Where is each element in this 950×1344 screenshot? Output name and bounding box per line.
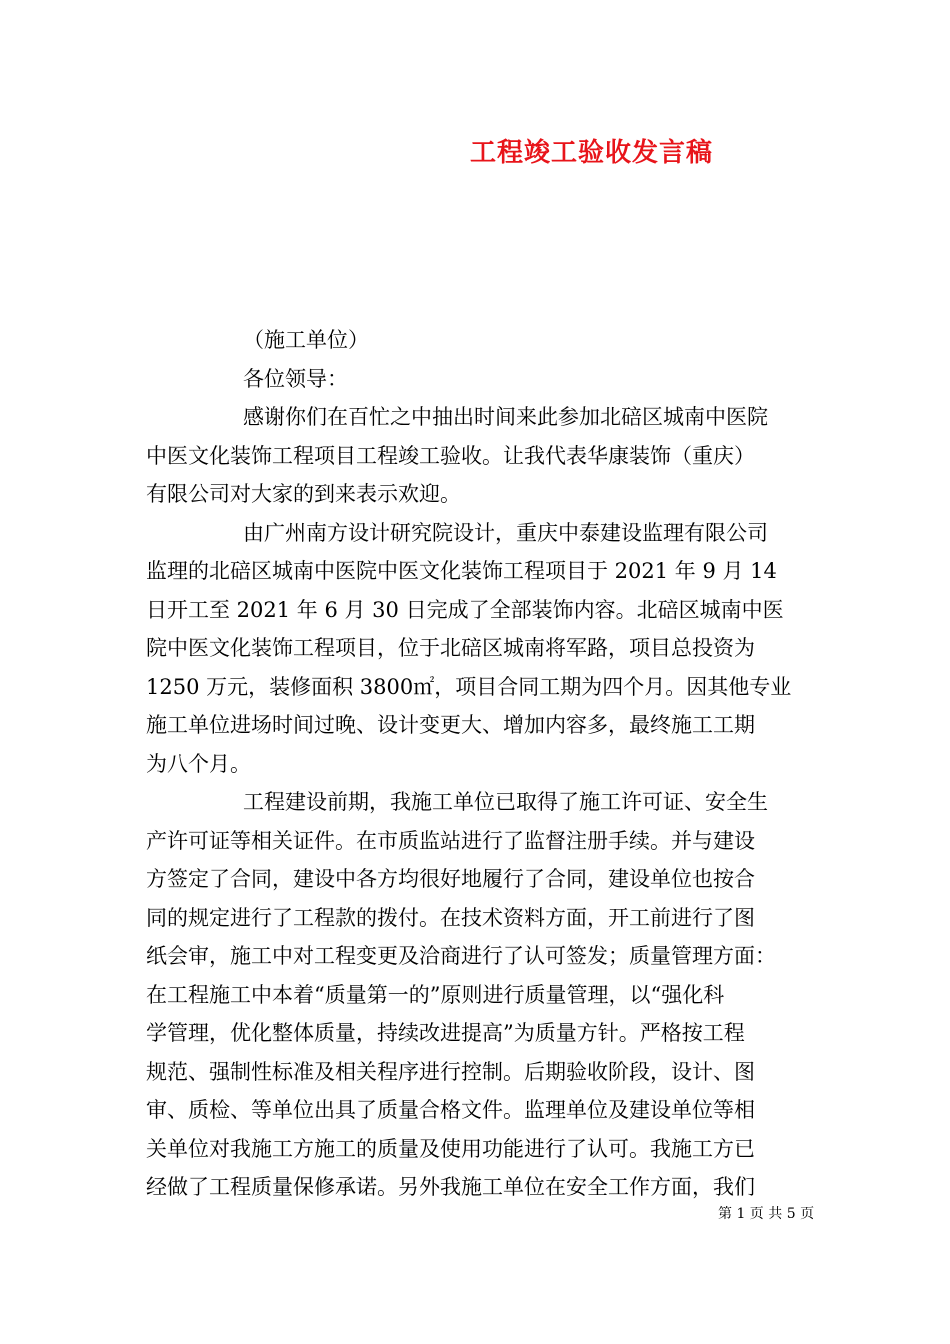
body-line: 关单位对我施工方施工的质量及使用功能进行了认可。我施工方已 <box>146 1136 755 1161</box>
body-line: 审、质检、等单位出具了质量合格文件。监理单位及建设单位等相 <box>146 1098 755 1122</box>
body-line: 学管理，优化整体质量，持续改进提高”为质量方针。严格按工程 <box>146 1021 745 1045</box>
body-line: 产许可证等相关证件。在市质监站进行了监督注册手续。并与建设 <box>146 828 755 853</box>
document-body <box>146 321 836 1207</box>
body-line: 各位领导： <box>243 366 348 391</box>
body-line: 方签定了合同，建设中各方均很好地履行了合同，建设单位也按合 <box>146 867 755 891</box>
body-line: 感谢你们在百忙之中抽出时间来此参加北碚区城南中医院 <box>243 405 768 429</box>
body-line: 日开工至 2021 年 6 月 30 日完成了全部装饰内容。北碚区城南中医 <box>146 597 784 622</box>
body-line: 纸会审，施工中对工程变更及洽商进行了认可签发；质量管理方面： <box>146 944 776 968</box>
body-line: 监理的北碚区城南中医院中医文化装饰工程项目于 2021 年 9 月 14 <box>146 559 777 583</box>
body-line: 规范、强制性标准及相关程序进行控制。后期验收阶段，设计、图 <box>146 1059 755 1084</box>
page-footer: 第 1 页 共 5 页 <box>718 1206 815 1222</box>
body-line: （施工单位） <box>243 328 369 352</box>
body-line: 为八个月。 <box>146 751 251 776</box>
document-title: 工程竣工验收发言稿 <box>470 138 714 168</box>
body-line: 中医文化装饰工程项目工程竣工验收。让我代表华康装饰（重庆） <box>146 443 755 468</box>
body-line: 1250 万元，装修面积 3800㎡，项目合同工期为四个月。因其他专业 <box>146 674 792 699</box>
body-line: 同的规定进行了工程款的拨付。在技术资料方面，开工前进行了图 <box>146 905 755 930</box>
body-line: 在工程施工中本着“质量第一的”原则进行质量管理，以“强化科 <box>146 982 725 1007</box>
body-line: 院中医文化装饰工程项目，位于北碚区城南将军路，项目总投资为 <box>146 636 755 660</box>
body-line: 经做了工程质量保修承诺。另外我施工单位在安全工作方面，我们 <box>146 1175 755 1199</box>
body-line: 工程建设前期，我施工单位已取得了施工许可证、安全生 <box>243 790 768 814</box>
body-line: 由广州南方设计研究院设计，重庆中泰建设监理有限公司 <box>243 520 768 545</box>
body-line: 施工单位进场时间过晚、设计变更大、增加内容多，最终施工工期 <box>146 713 755 737</box>
body-line: 有限公司对大家的到来表示欢迎。 <box>146 482 461 506</box>
